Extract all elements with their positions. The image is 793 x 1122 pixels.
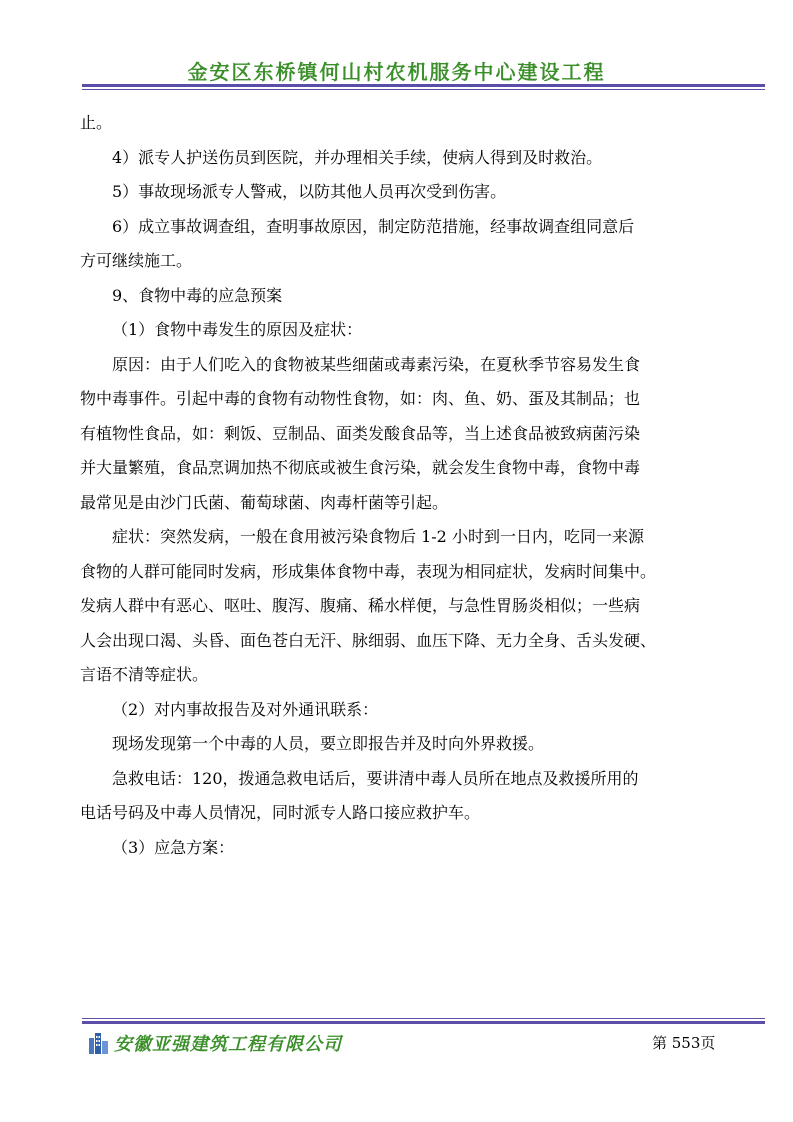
paragraph — [80, 141, 720, 176]
text-line: 止。 — [80, 113, 113, 132]
text-line: 电话号码及中毒人员情况，同时派专人路口接应救护车。 — [80, 803, 481, 822]
text-line: 最常见是由沙门氏菌、葡萄球菌、肉毒杆菌等引起。 — [80, 492, 449, 512]
text-line: 有植物性食品，如：剩饭、豆制品、面类发酸食品等，当上述食品被致病菌污染 — [80, 423, 641, 443]
header-title: 金安区东桥镇何山村农机服务中心建设工程 — [187, 60, 606, 84]
text-line: 物中毒事件。引起中毒的食物有动物性食物，如：肉、鱼、奶、蛋及其制品；也 — [80, 389, 641, 408]
paragraph — [80, 520, 720, 693]
paragraph — [80, 348, 720, 521]
paragraph — [80, 831, 720, 866]
text-line: 5）事故现场派专人警戒，以防其他人员再次受到伤害。 — [112, 182, 507, 201]
paragraph — [80, 210, 720, 279]
text-line: 4）派专人护送伤员到医院，并办理相关手续，使病人得到及时救治。 — [112, 147, 603, 167]
body-text — [80, 106, 720, 865]
text-line: 症状：突然发病，一般在食用被污染食物后 1-2 小时到一日内，吃同一来源 — [112, 527, 644, 546]
paragraph — [80, 279, 720, 314]
paragraph — [80, 693, 720, 728]
header-rule — [82, 84, 765, 90]
text-line: 原因：由于人们吃入的食物被某些细菌或毒素污染，在夏秋季节容易发生食 — [112, 354, 641, 374]
building-logo-icon — [88, 1030, 110, 1054]
paragraph — [80, 727, 720, 762]
paragraph — [80, 762, 720, 831]
page-number: 第 553页 — [652, 1034, 716, 1052]
text-line: 6）成立事故调查组，查明事故原因，制定防范措施，经事故调查组同意后 — [112, 216, 635, 236]
text-line: （1）食物中毒发生的原因及症状： — [112, 320, 363, 339]
footer-company: 安徽亚强建筑工程有限公司 — [114, 1034, 342, 1055]
text-line: 现场发现第一个中毒的人员，要立即报告并及时向外界救援。 — [112, 734, 545, 753]
paragraph — [80, 175, 720, 210]
paragraph — [80, 313, 720, 348]
text-line: 急救电话：120，拨通急救电话后，要讲清中毒人员所在地点及救援所用的 — [112, 768, 639, 788]
text-line: 发病人群中有恶心、呕吐、腹泻、腹痛、稀水样便，与急性胃肠炎相似；一些病 — [80, 596, 641, 615]
text-line: 9、食物中毒的应急预案 — [112, 285, 283, 305]
paragraph — [80, 106, 720, 141]
text-line: 方可继续施工。 — [80, 251, 193, 270]
text-line: （2）对内事故报告及对外通讯联系： — [112, 699, 379, 719]
text-line: 并大量繁殖，食品烹调加热不彻底或被生食污染，就会发生食物中毒，食物中毒 — [80, 458, 641, 477]
footer-rule — [82, 1018, 765, 1024]
text-line: 言语不清等症状。 — [80, 665, 209, 684]
text-line: （3）应急方案： — [112, 837, 235, 857]
text-line: 食物的人群可能同时发病，形成集体食物中毒，表现为相同症状，发病时间集中。 — [80, 561, 657, 581]
text-line: 人会出现口渴、头昏、面色苍白无汗、脉细弱、血压下降、无力全身、舌头发硬、 — [80, 630, 657, 650]
